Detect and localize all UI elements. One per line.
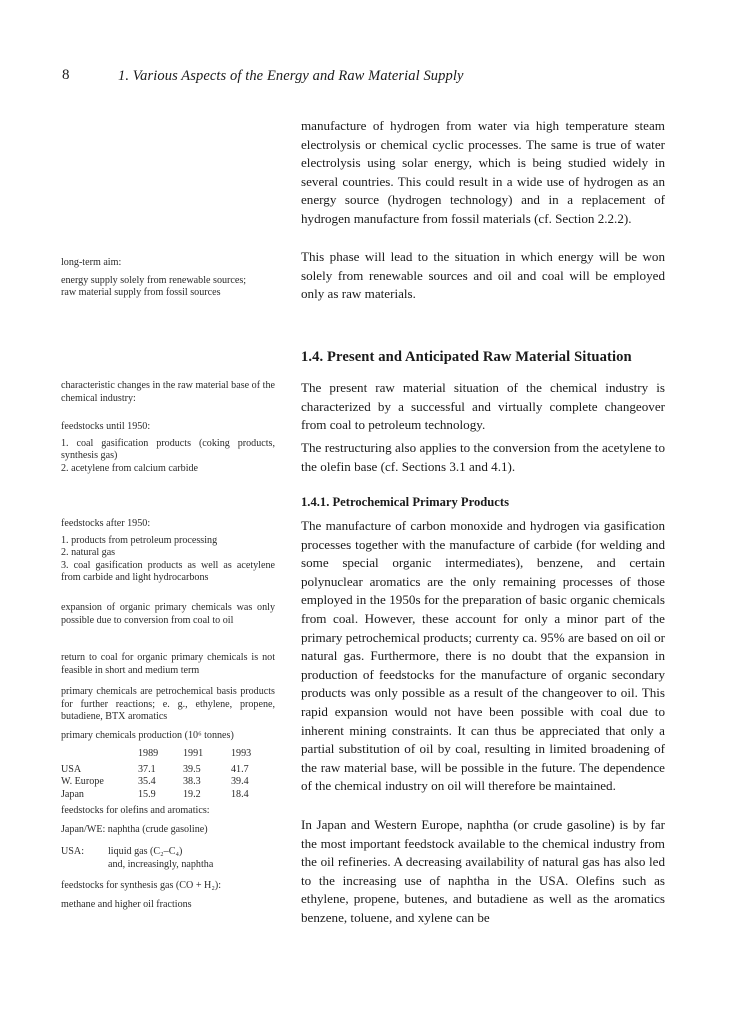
margin-note-aim bbox=[61, 257, 275, 300]
main-paragraph-1 bbox=[301, 117, 665, 229]
value-cell: 19.2 bbox=[183, 788, 201, 800]
value-cell: 35.4 bbox=[138, 776, 156, 788]
usa-label: USA: bbox=[61, 846, 84, 857]
note-line: energy supply solely from renewable sources; bbox=[61, 274, 247, 286]
value-cell: 39.5 bbox=[183, 763, 201, 775]
table-row bbox=[61, 764, 281, 777]
margin-note-until-1950 bbox=[61, 421, 275, 475]
margin-note-changes bbox=[61, 380, 275, 405]
main-paragraph-5 bbox=[301, 517, 665, 796]
main-paragraph-6 bbox=[301, 816, 665, 928]
list-item: 3. coal gasification products as well as acetylene from carbide and light hydrocarbons bbox=[61, 559, 275, 584]
running-title: 1. Various Aspects of the Energy and Raw Material Supply bbox=[118, 68, 464, 84]
main-paragraph-4 bbox=[301, 439, 665, 476]
paragraph-text: The present raw material situation of the chemical industry is characterized by a successful and virtually complete changeover from coal to petroleum technology. bbox=[301, 380, 665, 433]
note-text: primary chemicals are petrochemical basis products for further reactions; e. g., ethylene, propene, butadiene, BTX aromatics bbox=[61, 686, 275, 723]
note-text: feedstocks for olefins and aromatics: bbox=[61, 805, 210, 816]
region-cell: W. Europe bbox=[61, 776, 104, 788]
table-row bbox=[61, 789, 281, 802]
note-text: Japan/WE: naphtha (crude gasoline) bbox=[61, 823, 208, 835]
section-heading: 1.4. Present and Anticipated Raw Material Situation bbox=[301, 349, 632, 365]
subsection-heading: 1.4.1. Petrochemical Primary Products bbox=[301, 495, 509, 509]
margin-note-expansion bbox=[61, 602, 275, 627]
value-cell: 18.4 bbox=[231, 788, 249, 800]
year-header: 1993 bbox=[231, 748, 252, 759]
margin-note-olefins bbox=[61, 805, 275, 836]
value-cell: 15.9 bbox=[138, 788, 156, 800]
margin-note-after-1950 bbox=[61, 518, 275, 585]
usa-line: liquid gas (C₂–C₄) bbox=[108, 846, 183, 857]
note-title: long-term aim: bbox=[61, 257, 122, 268]
margin-note-usa bbox=[61, 846, 275, 871]
paragraph-text: This phase will lead to the situation in which energy will be won solely from renewable sources and oil and coal will be employed only as raw materials. bbox=[301, 249, 665, 302]
table-row bbox=[61, 776, 281, 789]
paragraph-text: manufacture of hydrogen from water via high temperature steam electrolysis or chemical cyclic processes. The same is true of water electrolysis using solar energy, which is being studied widely in several countries. This could result in a wide use of hydrogen as an energy source (hydrogen technology) and in a replacement of hydrogen manufacture from fossil materials (cf. Section 2.2.2). bbox=[301, 118, 665, 226]
value-cell: 38.3 bbox=[183, 776, 201, 788]
value-cell: 41.7 bbox=[231, 763, 249, 775]
margin-note-production bbox=[61, 730, 275, 743]
paragraph-text: The manufacture of carbon monoxide and hydrogen via gasification processes together with the manufacture of carbide (for welding and some special organic intermediates), benzene, and certain polynuclear aromatics are the only remaining processes of those employed in the 1950s for the preparation of basic organic chemicals from coal. However, these account for only a minor part of the primary petrochemical products; currenty ca. 95% are based on oil or natural gas. Furthermore, there is no doubt that the expansion in production of feedstocks for the manufacture of organic secondary products was only possible as a result of the changeover to oil. This rapid expansion would not have been possible with coal due to inherent mining constraints. It can thus be appreciated that only a partial substitution of oil by coal, resulting in limited broadening of the raw material base, will be possible in the future. The dependence of the chemical industry on oil will therefore be maintained. bbox=[301, 518, 665, 794]
region-cell: Japan bbox=[61, 788, 84, 800]
note-title: feedstocks until 1950: bbox=[61, 421, 151, 432]
value-cell: 37.1 bbox=[138, 763, 156, 775]
list-item: 2. natural gas bbox=[61, 547, 116, 559]
table-caption: primary chemicals production (10⁶ tonnes) bbox=[61, 730, 234, 741]
note-line: raw material supply from fossil sources bbox=[61, 287, 221, 299]
production-table bbox=[61, 748, 281, 801]
note-text: feedstocks for synthesis gas (CO + H₂): bbox=[61, 880, 222, 891]
list-item: 1. products from petroleum processing bbox=[61, 534, 218, 546]
note-text: characteristic changes in the raw material base of the chemical industry: bbox=[61, 380, 275, 404]
usa-line: and, increasingly, naphtha bbox=[108, 858, 214, 870]
margin-note-synthesis bbox=[61, 880, 275, 911]
usa-block bbox=[61, 846, 275, 859]
main-paragraph-2 bbox=[301, 248, 665, 304]
note-text: methane and higher oil fractions bbox=[61, 898, 192, 910]
note-title: feedstocks after 1950: bbox=[61, 518, 151, 529]
list-item: 2. acetylene from calcium carbide bbox=[61, 462, 199, 474]
year-header: 1991 bbox=[183, 748, 204, 759]
note-text: expansion of organic primary chemicals was only possible due to conversion from coal to oil bbox=[61, 602, 275, 626]
value-cell: 39.4 bbox=[231, 776, 249, 788]
main-paragraph-3 bbox=[301, 379, 665, 435]
list-item: 1. coal gasification products (coking products, synthesis gas) bbox=[61, 437, 275, 462]
page-number: 8 bbox=[62, 67, 70, 83]
region-cell: USA bbox=[61, 763, 82, 775]
margin-note-return bbox=[61, 652, 275, 677]
table-header-row bbox=[61, 748, 281, 761]
year-header: 1989 bbox=[138, 748, 159, 759]
margin-note-basis bbox=[61, 686, 275, 724]
note-text: return to coal for organic primary chemicals is not feasible in short and medium term bbox=[61, 652, 275, 676]
paragraph-text: In Japan and Western Europe, naphtha (or crude gasoline) is by far the most important feedstock available to the chemical industry from the oil refineries. A decreasing availability of natural gas has also led to the increasing use of naphtha in the USA. Olefins such as ethylene, propene, butenes, and butadiene as well as the aromatics benzene, toluene, and xylene can be bbox=[301, 817, 665, 925]
paragraph-text: The restructuring also applies to the conversion from the acetylene to the olefin base (cf. Sections 3.1 and 4.1). bbox=[301, 440, 665, 474]
